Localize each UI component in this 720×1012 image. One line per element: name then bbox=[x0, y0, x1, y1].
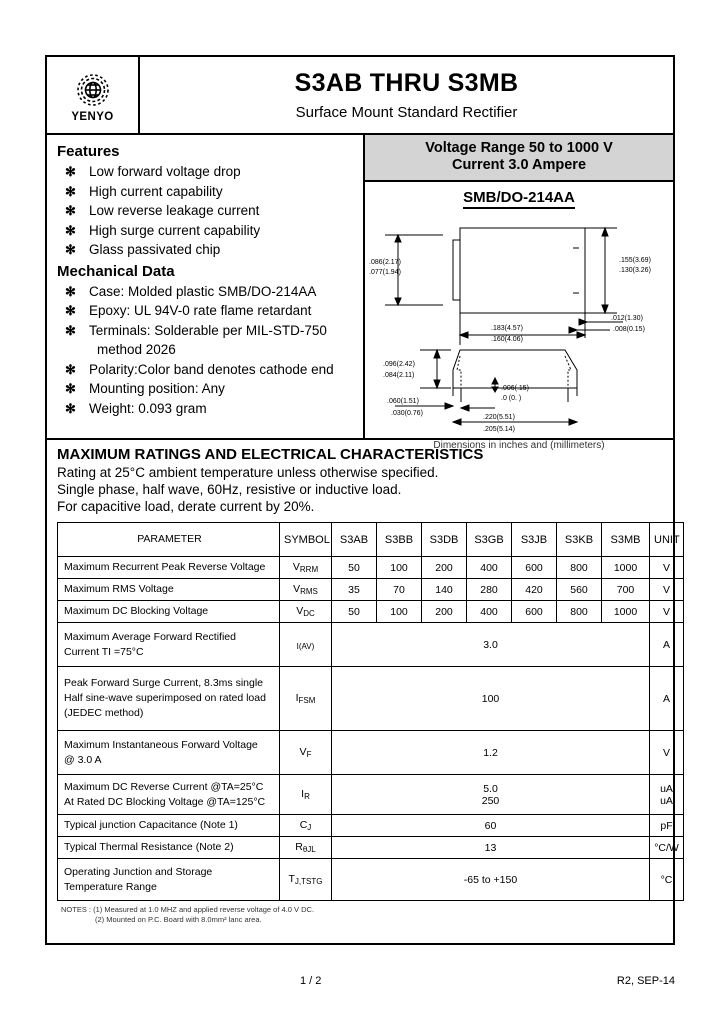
dimension-svg bbox=[365, 210, 665, 435]
mech-text: Polarity:Color band denotes cathode end bbox=[89, 361, 334, 377]
mechanical-data-list bbox=[57, 282, 363, 419]
asterisk-icon: ✻ bbox=[65, 322, 76, 338]
table-row bbox=[58, 837, 684, 859]
table-row bbox=[58, 623, 684, 667]
cell-parameter: Maximum Recurrent Peak Reverse Voltage bbox=[58, 557, 280, 579]
company-name: YENYO bbox=[71, 110, 114, 123]
ratings-line-2: Single phase, half wave, 60Hz, resistive or inductive load. bbox=[57, 482, 402, 497]
specifications-table bbox=[57, 522, 684, 901]
dim-overall-2: .205(5.14) bbox=[483, 426, 515, 433]
table-row bbox=[58, 667, 684, 731]
ratings-section bbox=[47, 440, 680, 925]
cell-value: 600 bbox=[512, 557, 557, 579]
cell-unit: pF bbox=[650, 815, 684, 837]
table-row bbox=[58, 731, 684, 775]
col-s3jb: S3JB bbox=[512, 523, 557, 557]
dimension-note: Dimensions in inches and (millimeters) bbox=[433, 440, 605, 451]
mech-text: Epoxy: UL 94V-0 rate flame retardant bbox=[89, 303, 312, 318]
yenyo-gear-icon bbox=[73, 70, 113, 110]
part-number-title: S3AB THRU S3MB bbox=[294, 69, 519, 97]
list-item bbox=[57, 321, 363, 341]
col-s3ab: S3AB bbox=[332, 523, 377, 557]
feature-text: Glass passivated chip bbox=[89, 242, 221, 257]
asterisk-icon: ✻ bbox=[65, 381, 76, 396]
asterisk-icon: ✻ bbox=[65, 164, 76, 179]
table-row bbox=[58, 579, 684, 601]
list-item-continuation bbox=[57, 340, 363, 360]
cell-value: 400 bbox=[467, 557, 512, 579]
list-item bbox=[57, 379, 363, 399]
feature-text: Low forward voltage drop bbox=[89, 164, 241, 179]
cell-unit: V bbox=[650, 557, 684, 579]
cell-symbol: $T_{J,TSTG}$ bbox=[280, 859, 332, 901]
dim-lead-len: .060(1.51) bbox=[387, 398, 419, 405]
mech-text: Weight: 0.093 gram bbox=[89, 400, 207, 416]
cell-value: 70 bbox=[377, 579, 422, 601]
cell-value: 800 bbox=[557, 557, 602, 579]
title-block bbox=[140, 57, 673, 133]
cell-value: 50 bbox=[332, 601, 377, 623]
table-row bbox=[58, 775, 684, 815]
dim-lead-height: .086(2.17) bbox=[369, 259, 401, 266]
cell-symbol: $C_J$ bbox=[280, 815, 332, 837]
cell-value: 35 bbox=[332, 579, 377, 601]
asterisk-icon: ✻ bbox=[65, 283, 76, 299]
ratings-line-1: Rating at 25°C ambient temperature unless otherwise specified. bbox=[57, 465, 439, 480]
list-item bbox=[57, 182, 363, 202]
note-2: (2) Mounted on P.C. Board with 8.0mm² lanc area. bbox=[95, 915, 262, 924]
cell-value: 700 bbox=[602, 579, 650, 601]
asterisk-icon: ✻ bbox=[65, 242, 76, 257]
cell-value: 1000 bbox=[602, 601, 650, 623]
page-footer bbox=[45, 975, 675, 987]
cell-value: 200 bbox=[422, 557, 467, 579]
features-heading: Features bbox=[57, 143, 120, 160]
asterisk-icon: ✻ bbox=[65, 303, 76, 318]
list-item bbox=[57, 201, 363, 221]
cell-symbol: I(AV) bbox=[280, 623, 332, 667]
notes-block bbox=[57, 901, 673, 925]
mech-text: Mounting position: Any bbox=[89, 381, 225, 396]
mech-text: Case: Molded plastic SMB/DO-214AA bbox=[89, 283, 317, 299]
cell-value: 100 bbox=[332, 667, 650, 731]
cell-value: 420 bbox=[512, 579, 557, 601]
list-item bbox=[57, 301, 363, 321]
dim-lead-height-2: .077(1.94) bbox=[369, 269, 401, 276]
cell-value: -65 to +150 bbox=[332, 859, 650, 901]
features-panel bbox=[47, 135, 365, 438]
cell-symbol: $V_{RRM}$ bbox=[280, 557, 332, 579]
cell-value: 280 bbox=[467, 579, 512, 601]
list-item bbox=[57, 162, 363, 182]
cell-value: 100 bbox=[377, 601, 422, 623]
cell-parameter: Maximum DC Blocking Voltage bbox=[58, 601, 280, 623]
cell-symbol: $I_{FSM}$ bbox=[280, 667, 332, 731]
cell-value: 5.0 250 bbox=[332, 775, 650, 815]
cell-symbol: $R_{\theta JL}$ bbox=[280, 837, 332, 859]
list-item bbox=[57, 360, 363, 380]
feature-text: High surge current capability bbox=[89, 222, 261, 238]
asterisk-icon: ✻ bbox=[65, 400, 76, 416]
cell-value: 50 bbox=[332, 557, 377, 579]
feature-text: Low reverse leakage current bbox=[89, 203, 260, 218]
dim-body-height-2: .130(3.26) bbox=[619, 267, 651, 274]
table-header-row bbox=[58, 523, 684, 557]
col-s3db: S3DB bbox=[422, 523, 467, 557]
cell-parameter: Operating Junction and Storage Temperature Range bbox=[58, 859, 280, 901]
feature-text: High current capability bbox=[89, 183, 223, 199]
dim-body-thick-2: .084(2.11) bbox=[383, 372, 415, 379]
dim-overall: .220(5.51) bbox=[483, 414, 515, 421]
dim-body-height: .155(3.69) bbox=[619, 257, 651, 264]
cell-value: 60 bbox=[332, 815, 650, 837]
package-dimension-drawing bbox=[365, 210, 673, 457]
mech-text: Terminals: Solderable per MIL-STD-750 bbox=[89, 322, 327, 338]
dim-body-width-2: .160(4.06) bbox=[491, 336, 523, 343]
cell-parameter: Peak Forward Surge Current, 8.3ms single Half sine-wave superimposed on rated load (JEDEC method) bbox=[58, 667, 280, 731]
cell-unit: °C bbox=[650, 859, 684, 901]
cell-value: 3.0 bbox=[332, 623, 650, 667]
datasheet-page bbox=[45, 55, 680, 945]
dim-lead-len-2: .030(0.76) bbox=[391, 410, 423, 417]
cell-unit: V bbox=[650, 579, 684, 601]
dim-standoff: .006(.15) bbox=[501, 385, 530, 392]
mid-section bbox=[47, 135, 673, 451]
page-header bbox=[47, 57, 673, 135]
list-item bbox=[57, 282, 363, 302]
mechanical-data-heading: Mechanical Data bbox=[57, 262, 175, 280]
cell-unit: V bbox=[650, 601, 684, 623]
note-1: NOTES : (1) Measured at 1.0 MHZ and applied reverse voltage of 4.0 V DC. bbox=[61, 905, 315, 914]
cell-unit: V bbox=[650, 731, 684, 775]
cell-parameter: Maximum Instantaneous Forward Voltage @ 3.0 A bbox=[58, 731, 280, 775]
dim-body-width: .183(4.57) bbox=[491, 325, 523, 332]
cell-value: 100 bbox=[377, 557, 422, 579]
table-row bbox=[58, 601, 684, 623]
dim-standoff-2: .0 (0. ) bbox=[501, 395, 522, 402]
table-row bbox=[58, 557, 684, 579]
features-list bbox=[57, 162, 363, 260]
voltage-range-banner bbox=[365, 135, 673, 182]
col-s3kb: S3KB bbox=[557, 523, 602, 557]
asterisk-icon: ✻ bbox=[65, 203, 76, 218]
cell-unit: °C/W bbox=[650, 837, 684, 859]
cell-parameter: Maximum RMS Voltage bbox=[58, 579, 280, 601]
cell-value: 600 bbox=[512, 601, 557, 623]
list-item bbox=[57, 240, 363, 260]
package-name: SMB/DO-214AA bbox=[365, 182, 673, 210]
cell-parameter: Maximum DC Reverse Current @TA=25°C At Rated DC Blocking Voltage @TA=125°C bbox=[58, 775, 280, 815]
cell-value: 140 bbox=[422, 579, 467, 601]
cell-value: 800 bbox=[557, 601, 602, 623]
cell-value: 1.2 bbox=[332, 731, 650, 775]
dim-lead-thick-2: .008(0.15) bbox=[613, 326, 645, 333]
cell-unit: A bbox=[650, 667, 684, 731]
col-unit: UNIT bbox=[650, 523, 684, 557]
col-symbol: SYMBOL bbox=[280, 523, 332, 557]
mech-text: method 2026 bbox=[97, 342, 176, 357]
cell-unit: A bbox=[650, 623, 684, 667]
cell-parameter: Typical Thermal Resistance (Note 2) bbox=[58, 837, 280, 859]
cell-symbol: $V_{DC}$ bbox=[280, 601, 332, 623]
table-row bbox=[58, 815, 684, 837]
cell-value: 200 bbox=[422, 601, 467, 623]
company-logo bbox=[47, 57, 140, 133]
dim-lead-thick: .012(1.30) bbox=[611, 315, 643, 322]
cell-value: 1000 bbox=[602, 557, 650, 579]
ratings-line-3: For capacitive load, derate current by 20%. bbox=[57, 499, 315, 514]
revision-label: R2, SEP-14 bbox=[616, 975, 675, 987]
cell-parameter: Typical junction Capacitance (Note 1) bbox=[58, 815, 280, 837]
ratings-title: MAXIMUM RATINGS AND ELECTRICAL CHARACTERISTICS bbox=[57, 446, 484, 463]
col-s3bb: S3BB bbox=[377, 523, 422, 557]
cell-value: 13 bbox=[332, 837, 650, 859]
cell-symbol: $V_{RMS}$ bbox=[280, 579, 332, 601]
page-number: 1 / 2 bbox=[300, 975, 322, 987]
voltage-range-line-2: Current 3.0 Ampere bbox=[451, 157, 587, 173]
cell-symbol: $V_F$ bbox=[280, 731, 332, 775]
package-panel bbox=[365, 135, 673, 451]
dim-body-thick: .096(2.42) bbox=[383, 361, 415, 368]
col-s3mb: S3MB bbox=[602, 523, 650, 557]
voltage-range-line-1: Voltage Range 50 to 1000 V bbox=[425, 140, 613, 156]
part-subtitle: Surface Mount Standard Rectifier bbox=[295, 104, 518, 121]
asterisk-icon: ✻ bbox=[65, 183, 76, 199]
cell-value: 400 bbox=[467, 601, 512, 623]
asterisk-icon: ✻ bbox=[65, 361, 76, 377]
cell-parameter: Maximum Average Forward Rectified Current TI =75°C bbox=[58, 623, 280, 667]
table-row bbox=[58, 859, 684, 901]
cell-value: 560 bbox=[557, 579, 602, 601]
list-item bbox=[57, 221, 363, 241]
cell-unit: uA uA bbox=[650, 775, 684, 815]
asterisk-icon: ✻ bbox=[65, 222, 76, 238]
cell-symbol: $I_R$ bbox=[280, 775, 332, 815]
col-parameter: PARAMETER bbox=[58, 523, 280, 557]
list-item bbox=[57, 399, 363, 419]
col-s3gb: S3GB bbox=[467, 523, 512, 557]
